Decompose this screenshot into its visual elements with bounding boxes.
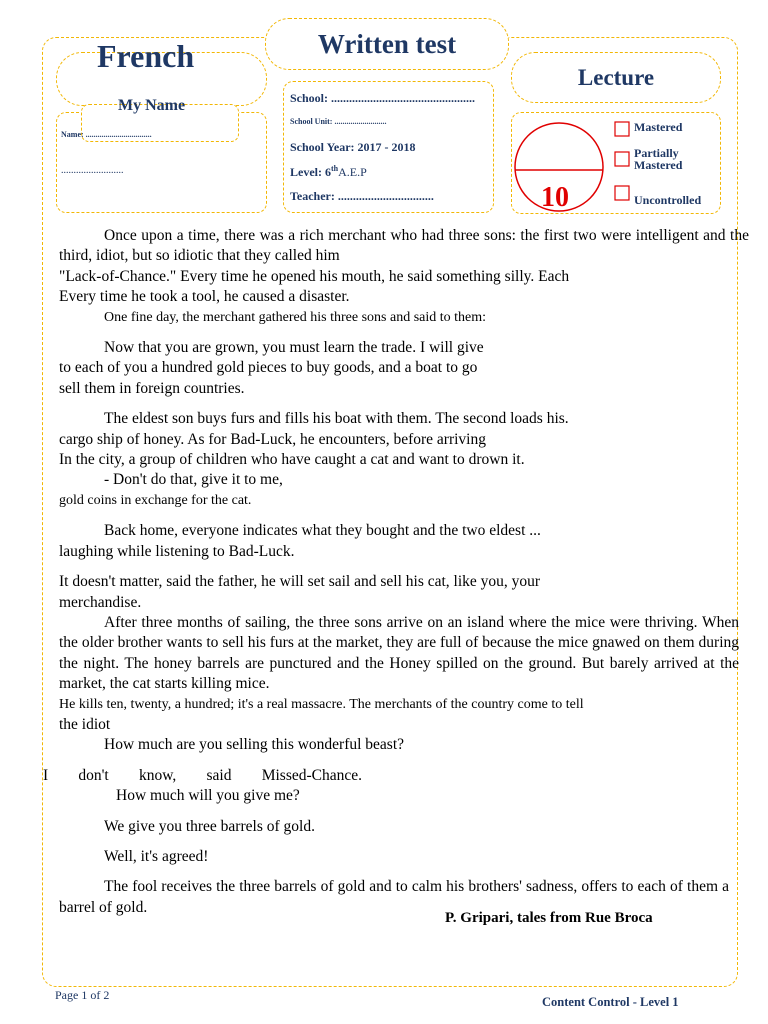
- name-dots: .........................: [61, 165, 124, 176]
- story-line: to each of you a hundred gold pieces to buy goods, and a boat to go: [59, 359, 478, 377]
- story-line: Well, it's agreed!: [104, 847, 209, 865]
- story-line: - Don't do that, give it to me,: [104, 471, 283, 489]
- test-title: Written test: [265, 18, 509, 70]
- story-line: The eldest son buys furs and fills his boat with them. The second loads his.: [104, 410, 569, 428]
- school-year: School Year: 2017 - 2018: [290, 140, 416, 154]
- page-number: Page 1 of 2: [55, 988, 110, 1002]
- partially-label-2: Mastered: [634, 158, 683, 172]
- partially-label-1: Partially: [634, 146, 679, 160]
- story-line: cargo ship of honey. As for Bad-Luck, he encounters, before arriving: [59, 430, 486, 448]
- story-line: Now that you are grown, you must learn the trade. I will give: [104, 339, 484, 357]
- story-paragraph: The fool receives the three barrels of gold and to calm his brothers' sadness, offers to each of them a barrel of gold.: [59, 878, 729, 916]
- story-line: laughing while listening to Bad-Luck.: [59, 542, 295, 560]
- footer-level: Content Control - Level 1: [542, 995, 679, 1009]
- partially-checkbox[interactable]: [615, 152, 629, 166]
- story-line: merchandise.: [59, 593, 142, 611]
- story-paragraph: After three months of sailing, the three sons arrive on an island where the mice were thriving. When the older brother wants to sell his furs at the market, they are full of because the mice gnawed on them during the night. The honey barrels are punctured and the Honey spilled on the ground. But barely arrived at the market, the cat starts killing mice.: [59, 613, 739, 693]
- story-line: I don't know, said Missed-Chance.: [43, 766, 362, 784]
- story-line: It doesn't matter, said the father, he will set sail and sell his cat, like you, your: [59, 573, 541, 591]
- story-line: "Lack-of-Chance." Every time he opened his mouth, he said something silly. Each: [59, 267, 570, 285]
- school-field: School: ................................................: [290, 91, 476, 105]
- story-line: Every time he took a tool, he caused a disaster.: [59, 288, 350, 306]
- teacher-field: Teacher: ................................: [290, 189, 434, 203]
- story-line: One fine day, the merchant gathered his three sons and said to them:: [104, 309, 487, 325]
- story-line: How much are you selling this wonderful beast?: [104, 736, 405, 754]
- story-line: He kills ten, twenty, a hundred; it's a real massacre. The merchants of the country come to tell: [59, 696, 584, 712]
- level-field: Level: 6thA.E.P: [290, 164, 367, 179]
- story-line: How much will you give me?: [116, 787, 300, 805]
- story-line: In the city, a group of children who have caught a cat and want to drown it.: [59, 451, 525, 469]
- uncontrolled-label: Uncontrolled: [634, 193, 702, 207]
- story-line: gold coins in exchange for the cat.: [59, 492, 252, 508]
- mastered-checkbox[interactable]: [615, 122, 629, 136]
- my-name-label: My Name: [118, 97, 186, 114]
- section-title: Lecture: [511, 52, 721, 103]
- story-paragraph: Once upon a time, there was a rich merchant who had three sons: the first two were intelligent and the third, idiot, but so idiotic that they called him: [59, 227, 749, 265]
- story-text: [43, 226, 749, 918]
- subject-title: French: [97, 38, 195, 74]
- author-credit: P. Gripari, tales from Rue Broca: [445, 910, 653, 926]
- story-line: sell them in foreign countries.: [59, 379, 245, 397]
- story-line: Back home, everyone indicates what they bought and the two eldest ...: [104, 522, 541, 540]
- mastered-label: Mastered: [634, 120, 683, 134]
- story-line: the idiot: [59, 715, 111, 733]
- name-field: Name: .................................: [61, 130, 152, 139]
- score-value: 10: [541, 182, 569, 213]
- uncontrolled-checkbox[interactable]: [615, 186, 629, 200]
- school-unit-field: School Unit: ..........................: [290, 117, 387, 126]
- story-line: We give you three barrels of gold.: [104, 817, 315, 835]
